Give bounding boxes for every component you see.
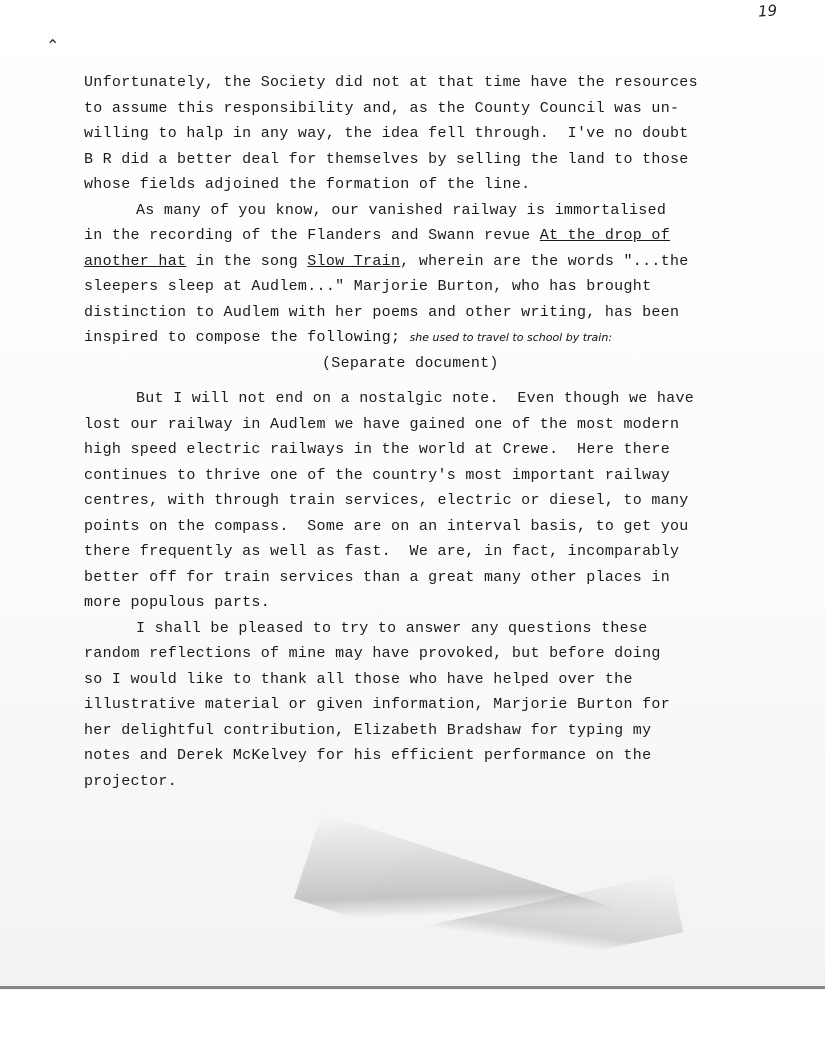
text-line: lost our railway in Audlem we have gained one of the most modern (84, 415, 680, 433)
text-line: so I would like to thank all those who have helped over the (84, 670, 633, 688)
document-body (84, 70, 794, 794)
paragraph-spacer (84, 376, 794, 386)
paper-crease (294, 813, 626, 990)
text-line: high speed electric railways in the world at Crewe. Here there (84, 441, 670, 458)
text-line: sleepers sleep at Audlem..." Marjorie Burton, who has brought (84, 278, 652, 295)
text-span: , wherein are the words "...the (400, 252, 689, 270)
paragraph-4 (84, 616, 794, 795)
text-line: more populous parts. (84, 594, 271, 611)
paper-crease (417, 874, 684, 987)
text-line: her delightful contribution, Elizabeth Bradshaw for typing my (84, 721, 652, 739)
text-line (84, 249, 794, 275)
text-line: illustrative material or given information, Marjorie Burton for (84, 696, 670, 713)
text-line (84, 325, 794, 351)
paragraph-2 (84, 198, 794, 377)
paragraph-1 (84, 70, 794, 198)
text-line: But I will not end on a nostalgic note. Even though we have (136, 390, 695, 407)
text-span: inspired to compose the following; (84, 329, 410, 346)
margin-mark: ⌃ (46, 36, 60, 55)
text-line: continues to thrive one of the country's most important railway (84, 466, 670, 484)
text-line: better off for train services than a great many other places in (84, 568, 670, 586)
revue-title-part-1: At the drop of (539, 227, 671, 244)
text-span: in the song (186, 252, 308, 270)
page-number: 19 (757, 1, 778, 21)
paragraph-3 (84, 386, 794, 616)
revue-title-part-2: another hat (84, 252, 187, 270)
text-line: notes and Derek McKelvey for his efficient performance on the (84, 747, 652, 764)
text-line: whose fields adjoined the formation of the line. (84, 176, 531, 193)
text-line: points on the compass. Some are on an interval basis, to get you (84, 517, 689, 535)
text-line: projector. (84, 772, 178, 790)
text-span: in the recording of the Flanders and Swann revue (84, 227, 540, 244)
text-line: random reflections of mine may have provoked, but before doing (84, 645, 661, 662)
text-line: As many of you know, our vanished railway is immortalised (136, 201, 667, 219)
paper-edge (0, 986, 825, 989)
text-line: I shall be pleased to try to answer any questions these (136, 619, 648, 637)
text-line (84, 223, 794, 249)
handwritten-annotation: she used to travel to school by train: (409, 331, 613, 344)
text-line: distinction to Audlem with her poems and other writing, has been (84, 303, 680, 321)
text-line: there frequently as well as fast. We are, in fact, incomparably (84, 543, 680, 560)
text-line: centres, with through train services, electric or diesel, to many (84, 492, 689, 509)
song-title: Slow Train (307, 252, 401, 270)
text-line: willing to halp in any way, the idea fell through. I've no doubt (84, 125, 689, 142)
separate-document-note: (Separate document) (322, 354, 499, 372)
text-line: Unfortunately, the Society did not at that time have the resources (84, 74, 698, 91)
text-line: to assume this responsibility and, as the County Council was un- (84, 99, 680, 117)
text-line: B R did a better deal for themselves by selling the land to those (84, 150, 689, 168)
